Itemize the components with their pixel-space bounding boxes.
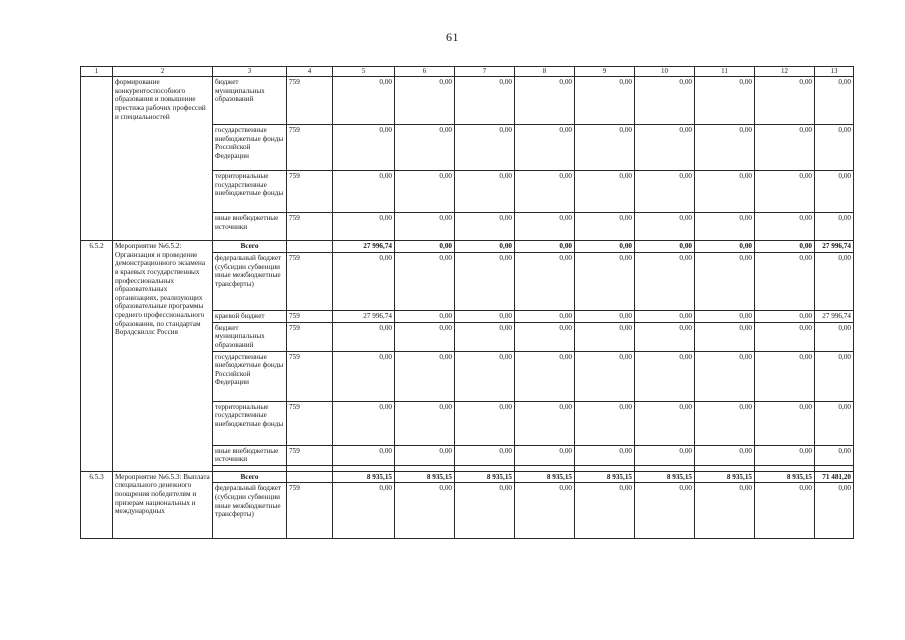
amount-cell: 0,00 xyxy=(575,401,635,445)
funding-source: краевой бюджет xyxy=(213,311,287,323)
amount-cell: 0,00 xyxy=(515,77,575,125)
item-number xyxy=(81,77,113,241)
amount-cell: 0,00 xyxy=(515,213,575,241)
amount-cell: 0,00 xyxy=(395,351,455,401)
amount-cell: 27 996,74 xyxy=(815,241,854,253)
amount-cell: 0,00 xyxy=(755,311,815,323)
column-number: 1 xyxy=(81,67,113,77)
amount-cell: 0,00 xyxy=(455,213,515,241)
amount-cell: 0,00 xyxy=(635,125,695,171)
table-row xyxy=(81,471,854,483)
amount-cell: 0,00 xyxy=(395,125,455,171)
funding-source: бюджет муниципальных образований xyxy=(213,77,287,125)
column-number: 11 xyxy=(695,67,755,77)
amount-cell: 0,00 xyxy=(695,351,755,401)
amount-cell: 27 996,74 xyxy=(333,311,395,323)
amount-cell: 0,00 xyxy=(635,445,695,465)
amount-cell: 0,00 xyxy=(695,213,755,241)
amount-cell: 0,00 xyxy=(695,322,755,351)
amount-cell: 0,00 xyxy=(395,483,455,539)
amount-cell: 0,00 xyxy=(515,311,575,323)
amount-cell: 8 935,15 xyxy=(395,471,455,483)
amount-cell: 0,00 xyxy=(755,483,815,539)
amount-cell: 0,00 xyxy=(695,445,755,465)
amount-cell: 0,00 xyxy=(755,125,815,171)
table-row xyxy=(81,77,854,125)
amount-cell: 0,00 xyxy=(815,213,854,241)
amount-cell: 0,00 xyxy=(333,483,395,539)
budget-code: 759 xyxy=(287,125,333,171)
amount-cell: 0,00 xyxy=(455,125,515,171)
amount-cell: 0,00 xyxy=(695,125,755,171)
funding-source: государственные внебюджетные фонды Российской Федерации xyxy=(213,351,287,401)
amount-cell: 0,00 xyxy=(333,253,395,311)
amount-cell: 8 935,15 xyxy=(695,471,755,483)
amount-cell: 0,00 xyxy=(695,77,755,125)
amount-cell: 0,00 xyxy=(515,445,575,465)
amount-cell: 0,00 xyxy=(455,351,515,401)
amount-cell: 0,00 xyxy=(515,351,575,401)
amount-cell: 0,00 xyxy=(815,171,854,213)
budget-code: 759 xyxy=(287,322,333,351)
budget-code xyxy=(287,241,333,253)
amount-cell: 0,00 xyxy=(575,311,635,323)
amount-cell: 0,00 xyxy=(815,253,854,311)
amount-cell: 0,00 xyxy=(755,213,815,241)
amount-cell: 8 935,15 xyxy=(575,471,635,483)
amount-cell: 0,00 xyxy=(635,351,695,401)
budget-code: 759 xyxy=(287,77,333,125)
amount-cell: 0,00 xyxy=(815,351,854,401)
funding-source: иные внебюджетные источники xyxy=(213,213,287,241)
amount-cell: 0,00 xyxy=(333,125,395,171)
budget-table xyxy=(80,66,854,539)
amount-cell: 0,00 xyxy=(515,322,575,351)
budget-code: 759 xyxy=(287,445,333,465)
amount-cell: 0,00 xyxy=(575,213,635,241)
amount-cell: 0,00 xyxy=(575,241,635,253)
funding-source: Всего xyxy=(213,471,287,483)
amount-cell: 0,00 xyxy=(695,401,755,445)
budget-code: 759 xyxy=(287,483,333,539)
amount-cell: 27 996,74 xyxy=(333,241,395,253)
amount-cell: 0,00 xyxy=(635,241,695,253)
funding-source: государственные внебюджетные фонды Российской Федерации xyxy=(213,125,287,171)
amount-cell: 0,00 xyxy=(755,77,815,125)
amount-cell: 0,00 xyxy=(755,171,815,213)
amount-cell: 0,00 xyxy=(815,322,854,351)
table-body xyxy=(81,67,854,539)
budget-code: 759 xyxy=(287,351,333,401)
amount-cell: 0,00 xyxy=(755,241,815,253)
amount-cell: 0,00 xyxy=(695,311,755,323)
funding-source: иные внебюджетные источники xyxy=(213,445,287,465)
column-number-row xyxy=(81,67,854,77)
activity-name: формирование конкурентоспособного образования и повышение престижа рабочих профессий и специальностей xyxy=(113,77,213,241)
column-number: 8 xyxy=(515,67,575,77)
amount-cell: 0,00 xyxy=(395,401,455,445)
amount-cell: 0,00 xyxy=(755,351,815,401)
amount-cell: 71 481,20 xyxy=(815,471,854,483)
budget-code: 759 xyxy=(287,401,333,445)
amount-cell: 27 996,74 xyxy=(815,311,854,323)
budget-code xyxy=(287,471,333,483)
funding-source: бюджет муниципальных образований xyxy=(213,322,287,351)
amount-cell: 0,00 xyxy=(395,445,455,465)
amount-cell: 0,00 xyxy=(635,171,695,213)
amount-cell: 0,00 xyxy=(395,241,455,253)
amount-cell: 0,00 xyxy=(575,483,635,539)
amount-cell: 0,00 xyxy=(815,125,854,171)
amount-cell: 0,00 xyxy=(755,322,815,351)
amount-cell: 0,00 xyxy=(333,401,395,445)
amount-cell: 0,00 xyxy=(635,483,695,539)
column-number: 3 xyxy=(213,67,287,77)
amount-cell: 0,00 xyxy=(455,241,515,253)
amount-cell: 0,00 xyxy=(575,77,635,125)
column-number: 10 xyxy=(635,67,695,77)
amount-cell: 0,00 xyxy=(333,351,395,401)
amount-cell: 0,00 xyxy=(815,445,854,465)
amount-cell: 0,00 xyxy=(635,77,695,125)
column-number: 13 xyxy=(815,67,854,77)
amount-cell: 8 935,15 xyxy=(455,471,515,483)
budget-code: 759 xyxy=(287,311,333,323)
amount-cell: 0,00 xyxy=(515,253,575,311)
amount-cell: 0,00 xyxy=(575,445,635,465)
amount-cell: 0,00 xyxy=(635,213,695,241)
amount-cell: 0,00 xyxy=(455,401,515,445)
column-number: 5 xyxy=(333,67,395,77)
column-number: 9 xyxy=(575,67,635,77)
amount-cell: 0,00 xyxy=(575,253,635,311)
funding-source: Всего xyxy=(213,241,287,253)
amount-cell: 0,00 xyxy=(815,77,854,125)
funding-source: территориальные государственные внебюджетные фонды xyxy=(213,171,287,213)
amount-cell: 0,00 xyxy=(515,125,575,171)
amount-cell: 0,00 xyxy=(575,351,635,401)
amount-cell: 0,00 xyxy=(815,401,854,445)
amount-cell: 0,00 xyxy=(575,171,635,213)
amount-cell: 0,00 xyxy=(395,77,455,125)
funding-source: федеральный бюджет (субсидии субвенции иные межбюджетные трансферты) xyxy=(213,253,287,311)
funding-source: федеральный бюджет (субсидии субвенции иные межбюджетные трансферты) xyxy=(213,483,287,539)
column-number: 2 xyxy=(113,67,213,77)
amount-cell: 0,00 xyxy=(455,171,515,213)
item-number: 6.5.2 xyxy=(81,241,113,472)
amount-cell: 0,00 xyxy=(395,171,455,213)
amount-cell: 0,00 xyxy=(333,322,395,351)
amount-cell: 0,00 xyxy=(395,213,455,241)
budget-code: 759 xyxy=(287,253,333,311)
amount-cell: 0,00 xyxy=(395,311,455,323)
amount-cell: 0,00 xyxy=(635,401,695,445)
budget-code: 759 xyxy=(287,171,333,213)
amount-cell: 0,00 xyxy=(333,77,395,125)
amount-cell: 0,00 xyxy=(815,483,854,539)
amount-cell: 0,00 xyxy=(575,125,635,171)
amount-cell: 0,00 xyxy=(695,483,755,539)
activity-name: Мероприятие №6.5.3: Выплата специального денежного поощрения победителям и призерам национальных и международных xyxy=(113,471,213,539)
table-row xyxy=(81,241,854,253)
amount-cell: 0,00 xyxy=(333,445,395,465)
amount-cell: 0,00 xyxy=(455,322,515,351)
amount-cell: 8 935,15 xyxy=(635,471,695,483)
column-number: 7 xyxy=(455,67,515,77)
amount-cell: 0,00 xyxy=(395,253,455,311)
amount-cell: 0,00 xyxy=(455,445,515,465)
amount-cell: 0,00 xyxy=(755,401,815,445)
amount-cell: 0,00 xyxy=(515,401,575,445)
amount-cell: 0,00 xyxy=(515,483,575,539)
amount-cell: 0,00 xyxy=(635,311,695,323)
amount-cell: 8 935,15 xyxy=(515,471,575,483)
amount-cell: 0,00 xyxy=(695,241,755,253)
amount-cell: 8 935,15 xyxy=(755,471,815,483)
amount-cell: 0,00 xyxy=(333,213,395,241)
amount-cell: 0,00 xyxy=(635,322,695,351)
amount-cell: 0,00 xyxy=(515,241,575,253)
amount-cell: 0,00 xyxy=(755,253,815,311)
amount-cell: 0,00 xyxy=(455,311,515,323)
amount-cell: 0,00 xyxy=(455,483,515,539)
column-number: 12 xyxy=(755,67,815,77)
amount-cell: 0,00 xyxy=(333,171,395,213)
amount-cell: 0,00 xyxy=(635,253,695,311)
amount-cell: 0,00 xyxy=(395,322,455,351)
page-number: 61 xyxy=(446,30,459,44)
amount-cell: 0,00 xyxy=(755,445,815,465)
item-number: 6.5.3 xyxy=(81,471,113,539)
amount-cell: 0,00 xyxy=(455,77,515,125)
amount-cell: 0,00 xyxy=(515,171,575,213)
amount-cell: 0,00 xyxy=(695,171,755,213)
amount-cell: 0,00 xyxy=(575,322,635,351)
activity-name: Мероприятие №6.5.2: Организация и проведение демонстрационного экзамена в краевых государственных профессиональных образовательных организациях, реализующих образовательные программы среднего профессионального образования, по стандартам Ворлдскиллс Россия xyxy=(113,241,213,472)
column-number: 4 xyxy=(287,67,333,77)
budget-code: 759 xyxy=(287,213,333,241)
funding-source: территориальные государственные внебюджетные фонды xyxy=(213,401,287,445)
amount-cell: 0,00 xyxy=(695,253,755,311)
amount-cell: 0,00 xyxy=(455,253,515,311)
column-number: 6 xyxy=(395,67,455,77)
amount-cell: 8 935,15 xyxy=(333,471,395,483)
